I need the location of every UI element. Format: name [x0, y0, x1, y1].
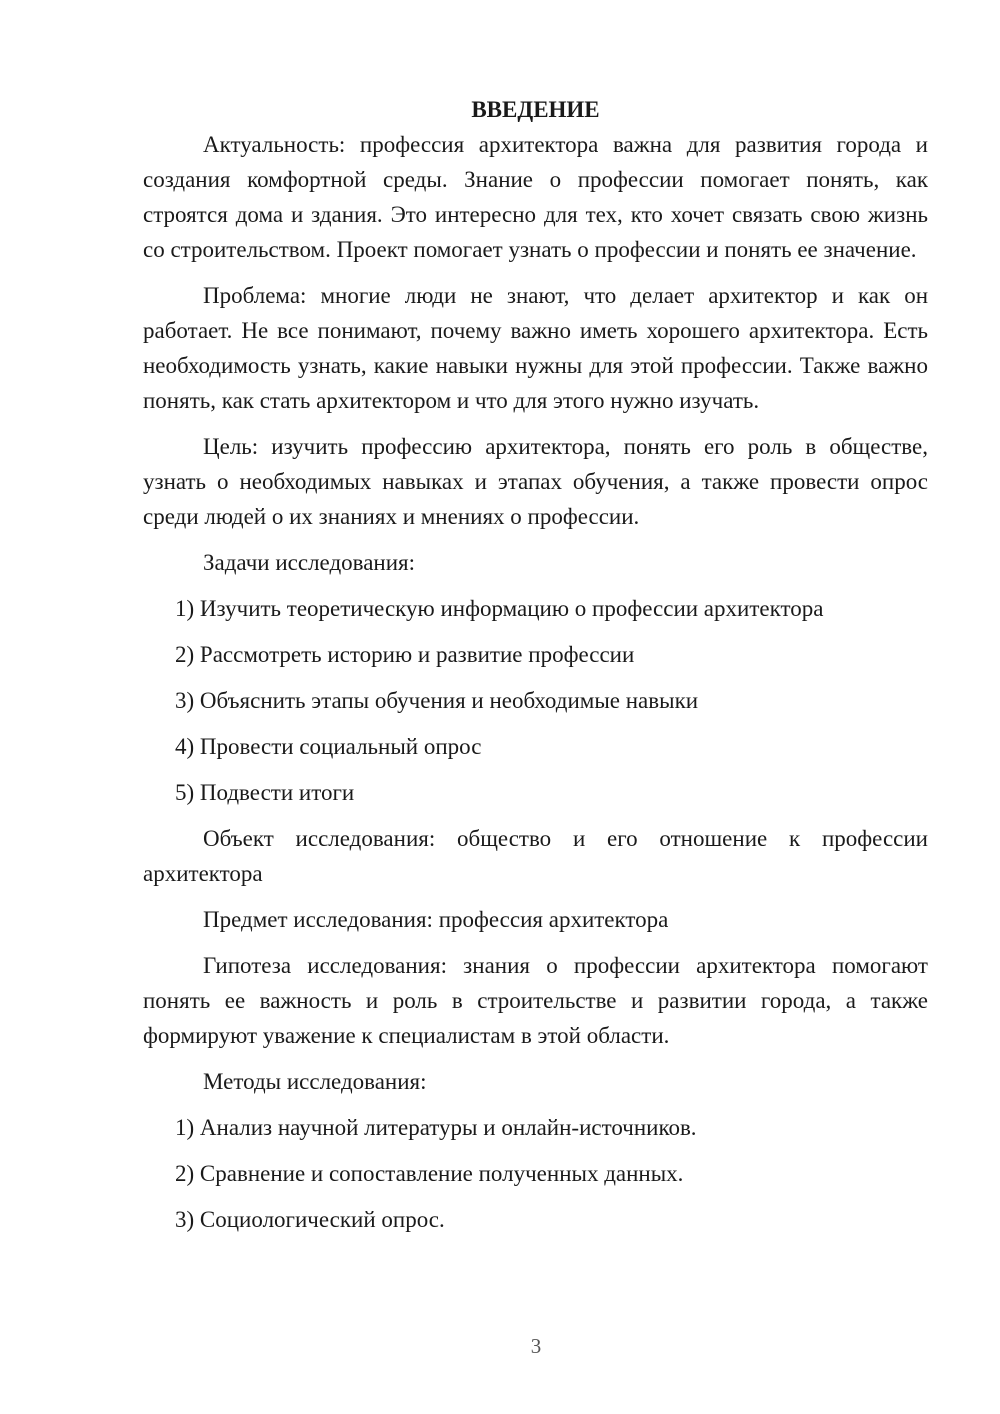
methods-heading: Методы исследования: — [203, 1069, 427, 1094]
list-item: 3) Социологический опрос. — [175, 1207, 445, 1232]
list-item: 2) Сравнение и сопоставление полученных данных. — [175, 1161, 684, 1186]
object-paragraph: Объект исследования: общество и его отношение к профессии архитектора — [143, 826, 928, 886]
tasks-heading: Задачи исследования: — [203, 550, 416, 575]
list-item: 5) Подвести итоги — [175, 780, 355, 805]
list-item: 1) Изучить теоретическую информацию о профессии архитектора — [175, 596, 824, 621]
problem-paragraph: Проблема: многие люди не знают, что делает архитектор и как он работает. Не все понимают, почему важно иметь хорошего архитектора. Есть необходимость узнать, какие навыки нужны для этой профессии. Также важно понять, как стать архитектором и что для этого нужно изучать. — [143, 283, 928, 413]
list-item: 3) Объяснить этапы обучения и необходимые навыки — [175, 688, 699, 713]
subject-paragraph: Предмет исследования: профессия архитектора — [203, 907, 669, 932]
list-item: 4) Провести социальный опрос — [175, 734, 482, 759]
hypothesis-paragraph: Гипотеза исследования: знания о профессии архитектора помогают понять ее важность и роль в строительстве и развитии города, а также формируют уважение к специалистам в этой области. — [143, 953, 928, 1048]
tasks-list — [143, 591, 928, 810]
document-body — [143, 92, 928, 1248]
list-item: 2) Рассмотреть историю и развитие профессии — [175, 642, 635, 667]
section-title: ВВЕДЕНИЕ — [471, 97, 600, 122]
goal-paragraph: Цель: изучить профессию архитектора, понять его роль в обществе, узнать о необходимых навыках и этапах обучения, а также провести опрос среди людей о их знаниях и мнениях о профессии. — [143, 434, 928, 529]
list-item: 1) Анализ научной литературы и онлайн-источников. — [175, 1115, 697, 1140]
relevance-paragraph: Актуальность: профессия архитектора важна для развития города и создания комфортной среды. Знание о профессии помогает понять, как строятся дома и здания. Это интересно для тех, кто хочет связать свою жизнь со строительством. Проект помогает узнать о профессии и понять ее значение. — [143, 132, 928, 262]
page-number: 3 — [530, 1334, 542, 1358]
methods-list — [143, 1110, 928, 1237]
